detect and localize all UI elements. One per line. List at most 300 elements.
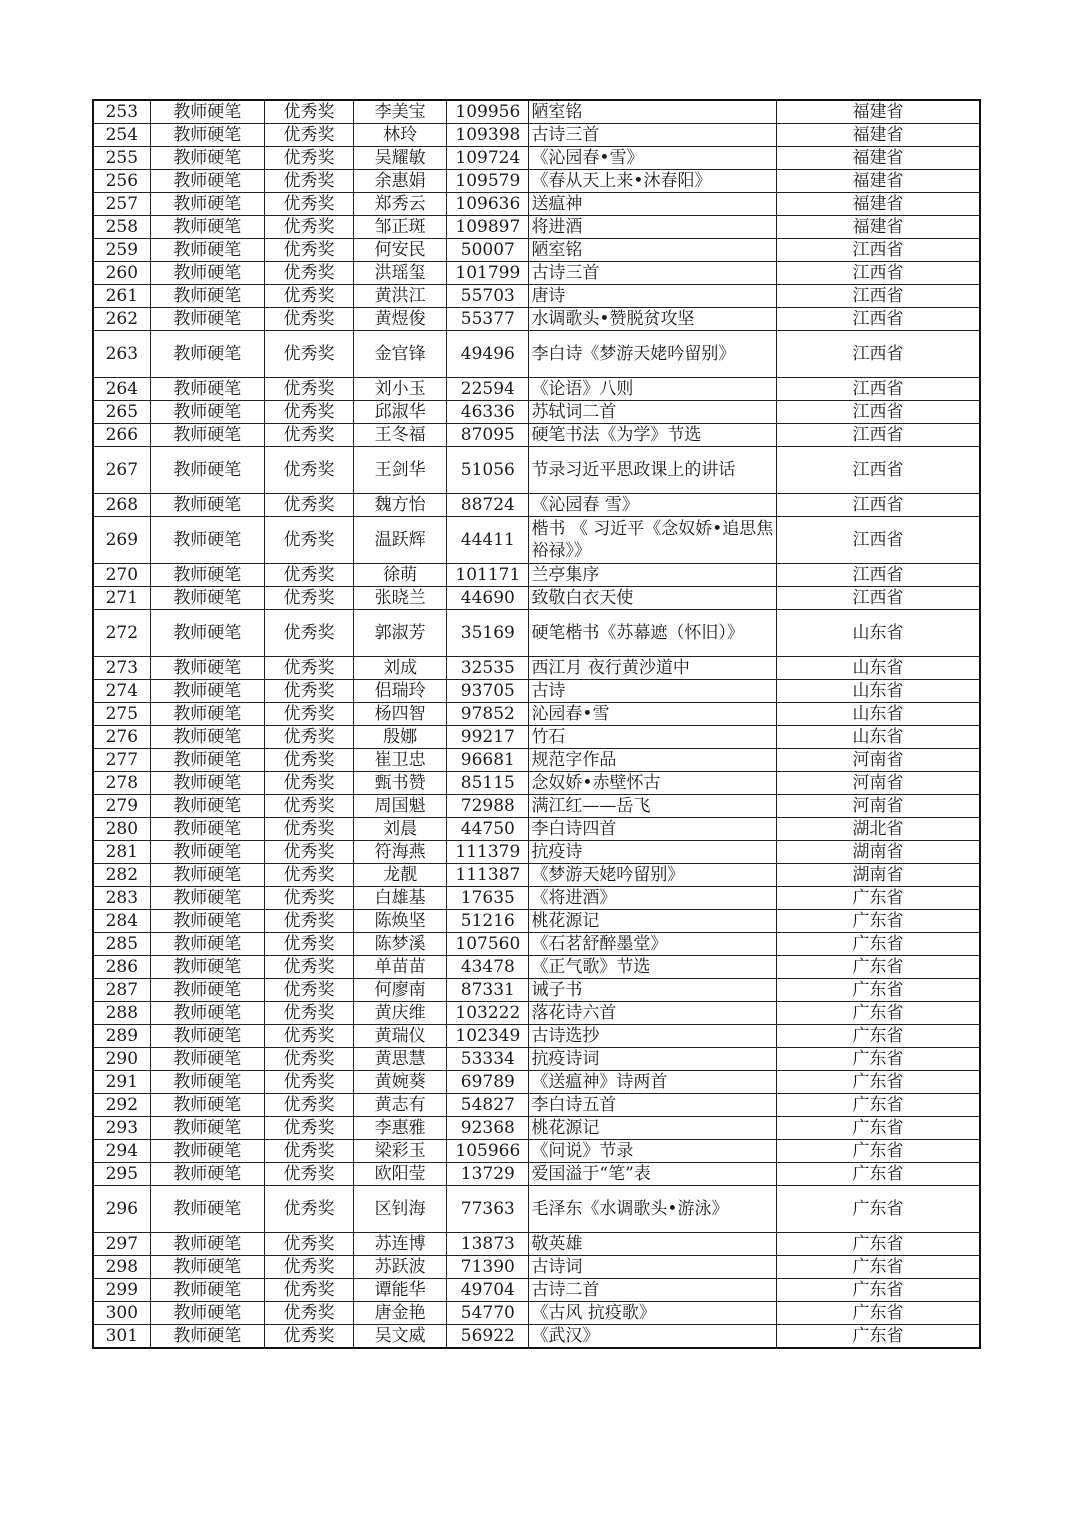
entry-id-cell: 99217 [447, 726, 529, 749]
province-cell: 福建省 [776, 147, 980, 170]
table-row [93, 124, 980, 147]
row-number: 260 [93, 262, 150, 285]
award-cell: 优秀奖 [264, 1048, 353, 1071]
category-cell: 教师硬笔 [150, 1325, 264, 1349]
category-cell: 教师硬笔 [150, 216, 264, 239]
province-cell: 福建省 [776, 124, 980, 147]
work-title-cell: 《论语》八则 [529, 378, 777, 401]
category-cell: 教师硬笔 [150, 680, 264, 703]
category-cell: 教师硬笔 [150, 308, 264, 331]
category-cell: 教师硬笔 [150, 933, 264, 956]
work-title-cell: 致敬白衣天使 [529, 587, 777, 610]
name-cell: 金官锋 [354, 331, 447, 378]
work-title-cell: 西江月 夜行黄沙道中 [529, 657, 777, 680]
entry-id-cell: 54827 [447, 1094, 529, 1117]
province-cell: 江西省 [776, 424, 980, 447]
table-row [93, 447, 980, 494]
work-title-cell: 李白诗四首 [529, 818, 777, 841]
award-list-table [92, 99, 981, 1349]
province-cell: 湖北省 [776, 818, 980, 841]
work-title-cell: 桃花源记 [529, 910, 777, 933]
entry-id-cell: 87095 [447, 424, 529, 447]
table-row [93, 1117, 980, 1140]
entry-id-cell: 44750 [447, 818, 529, 841]
province-cell: 江西省 [776, 401, 980, 424]
table-row [93, 1048, 980, 1071]
name-cell: 王剑华 [354, 447, 447, 494]
work-title-cell: 古诗二首 [529, 1279, 777, 1302]
name-cell: 黄志有 [354, 1094, 447, 1117]
province-cell: 江西省 [776, 308, 980, 331]
award-cell: 优秀奖 [264, 239, 353, 262]
row-number: 259 [93, 239, 150, 262]
work-title-cell: 陋室铭 [529, 239, 777, 262]
award-cell: 优秀奖 [264, 657, 353, 680]
award-cell: 优秀奖 [264, 1256, 353, 1279]
province-cell: 广东省 [776, 1256, 980, 1279]
province-cell: 广东省 [776, 1048, 980, 1071]
name-cell: 李美宝 [354, 100, 447, 124]
entry-id-cell: 43478 [447, 956, 529, 979]
table-row [93, 956, 980, 979]
row-number: 265 [93, 401, 150, 424]
row-number: 278 [93, 772, 150, 795]
table-row [93, 887, 980, 910]
row-number: 269 [93, 517, 150, 564]
table-row [93, 772, 980, 795]
row-number: 282 [93, 864, 150, 887]
row-number: 294 [93, 1140, 150, 1163]
table-row [93, 193, 980, 216]
award-cell: 优秀奖 [264, 1140, 353, 1163]
award-cell: 优秀奖 [264, 979, 353, 1002]
category-cell: 教师硬笔 [150, 285, 264, 308]
category-cell: 教师硬笔 [150, 1233, 264, 1256]
entry-id-cell: 53334 [447, 1048, 529, 1071]
entry-id-cell: 49496 [447, 331, 529, 378]
award-cell: 优秀奖 [264, 401, 353, 424]
entry-id-cell: 55703 [447, 285, 529, 308]
award-cell: 优秀奖 [264, 147, 353, 170]
name-cell: 郑秀云 [354, 193, 447, 216]
award-cell: 优秀奖 [264, 447, 353, 494]
entry-id-cell: 51216 [447, 910, 529, 933]
row-number: 292 [93, 1094, 150, 1117]
entry-id-cell: 49704 [447, 1279, 529, 1302]
entry-id-cell: 97852 [447, 703, 529, 726]
category-cell: 教师硬笔 [150, 657, 264, 680]
category-cell: 教师硬笔 [150, 1140, 264, 1163]
category-cell: 教师硬笔 [150, 841, 264, 864]
category-cell: 教师硬笔 [150, 1117, 264, 1140]
entry-id-cell: 101799 [447, 262, 529, 285]
row-number: 300 [93, 1302, 150, 1325]
award-cell: 优秀奖 [264, 887, 353, 910]
award-cell: 优秀奖 [264, 378, 353, 401]
table-row [93, 147, 980, 170]
award-cell: 优秀奖 [264, 170, 353, 193]
work-title-cell: 《武汉》 [529, 1325, 777, 1349]
award-cell: 优秀奖 [264, 193, 353, 216]
table-row [93, 933, 980, 956]
table-row [93, 841, 980, 864]
province-cell: 江西省 [776, 447, 980, 494]
province-cell: 广东省 [776, 1233, 980, 1256]
row-number: 268 [93, 494, 150, 517]
province-cell: 河南省 [776, 795, 980, 818]
name-cell: 符海燕 [354, 841, 447, 864]
entry-id-cell: 35169 [447, 610, 529, 657]
award-cell: 优秀奖 [264, 1002, 353, 1025]
province-cell: 广东省 [776, 1140, 980, 1163]
table-row [93, 1140, 980, 1163]
name-cell: 林玲 [354, 124, 447, 147]
entry-id-cell: 72988 [447, 795, 529, 818]
entry-id-cell: 50007 [447, 239, 529, 262]
row-number: 290 [93, 1048, 150, 1071]
entry-id-cell: 87331 [447, 979, 529, 1002]
entry-id-cell: 111387 [447, 864, 529, 887]
table-row [93, 378, 980, 401]
work-title-cell: 楷书 《 习近平《念奴娇•追思焦裕禄》》 [529, 517, 777, 564]
award-list-body [93, 100, 980, 1348]
award-cell: 优秀奖 [264, 285, 353, 308]
row-number: 289 [93, 1025, 150, 1048]
category-cell: 教师硬笔 [150, 610, 264, 657]
work-title-cell: 兰亭集序 [529, 564, 777, 587]
category-cell: 教师硬笔 [150, 100, 264, 124]
name-cell: 黄思慧 [354, 1048, 447, 1071]
province-cell: 广东省 [776, 887, 980, 910]
row-number: 288 [93, 1002, 150, 1025]
name-cell: 吴耀敏 [354, 147, 447, 170]
award-cell: 优秀奖 [264, 910, 353, 933]
row-number: 258 [93, 216, 150, 239]
province-cell: 江西省 [776, 239, 980, 262]
table-row [93, 818, 980, 841]
entry-id-cell: 109956 [447, 100, 529, 124]
name-cell: 李惠雅 [354, 1117, 447, 1140]
category-cell: 教师硬笔 [150, 887, 264, 910]
table-row [93, 864, 980, 887]
category-cell: 教师硬笔 [150, 864, 264, 887]
province-cell: 福建省 [776, 216, 980, 239]
province-cell: 广东省 [776, 1325, 980, 1349]
province-cell: 广东省 [776, 1025, 980, 1048]
award-cell: 优秀奖 [264, 795, 353, 818]
province-cell: 湖南省 [776, 864, 980, 887]
category-cell: 教师硬笔 [150, 331, 264, 378]
province-cell: 江西省 [776, 285, 980, 308]
name-cell: 谭能华 [354, 1279, 447, 1302]
province-cell: 山东省 [776, 680, 980, 703]
entry-id-cell: 111379 [447, 841, 529, 864]
row-number: 281 [93, 841, 150, 864]
province-cell: 广东省 [776, 1117, 980, 1140]
award-cell: 优秀奖 [264, 956, 353, 979]
work-title-cell: 毛泽东《水调歌头•游泳》 [529, 1186, 777, 1233]
table-row [93, 1325, 980, 1349]
entry-id-cell: 54770 [447, 1302, 529, 1325]
province-cell: 河南省 [776, 749, 980, 772]
work-title-cell: 满江红——岳飞 [529, 795, 777, 818]
name-cell: 苏跃波 [354, 1256, 447, 1279]
table-row [93, 170, 980, 193]
entry-id-cell: 44411 [447, 517, 529, 564]
category-cell: 教师硬笔 [150, 1094, 264, 1117]
province-cell: 江西省 [776, 262, 980, 285]
work-title-cell: 规范字作品 [529, 749, 777, 772]
work-title-cell: 《石茗舒醉墨堂》 [529, 933, 777, 956]
name-cell: 区钊海 [354, 1186, 447, 1233]
work-title-cell: 硬笔楷书《苏幕遮（怀旧）》 [529, 610, 777, 657]
work-title-cell: 唐诗 [529, 285, 777, 308]
name-cell: 唐金艳 [354, 1302, 447, 1325]
table-row [93, 494, 980, 517]
entry-id-cell: 77363 [447, 1186, 529, 1233]
name-cell: 张晓兰 [354, 587, 447, 610]
province-cell: 广东省 [776, 910, 980, 933]
name-cell: 刘小玉 [354, 378, 447, 401]
table-row [93, 331, 980, 378]
entry-id-cell: 107560 [447, 933, 529, 956]
award-cell: 优秀奖 [264, 726, 353, 749]
category-cell: 教师硬笔 [150, 772, 264, 795]
work-title-cell: 《沁园春 雪》 [529, 494, 777, 517]
table-row [93, 910, 980, 933]
work-title-cell: 《沁园春•雪》 [529, 147, 777, 170]
row-number: 287 [93, 979, 150, 1002]
work-title-cell: 桃花源记 [529, 1117, 777, 1140]
category-cell: 教师硬笔 [150, 818, 264, 841]
row-number: 275 [93, 703, 150, 726]
entry-id-cell: 109636 [447, 193, 529, 216]
award-cell: 优秀奖 [264, 1186, 353, 1233]
entry-id-cell: 55377 [447, 308, 529, 331]
award-cell: 优秀奖 [264, 864, 353, 887]
table-row [93, 1071, 980, 1094]
entry-id-cell: 13729 [447, 1163, 529, 1186]
table-row [93, 239, 980, 262]
entry-id-cell: 13873 [447, 1233, 529, 1256]
province-cell: 广东省 [776, 1279, 980, 1302]
award-cell: 优秀奖 [264, 424, 353, 447]
table-row [93, 401, 980, 424]
award-cell: 优秀奖 [264, 703, 353, 726]
row-number: 285 [93, 933, 150, 956]
award-cell: 优秀奖 [264, 749, 353, 772]
work-title-cell: 硬笔书法《为学》节选 [529, 424, 777, 447]
province-cell: 广东省 [776, 956, 980, 979]
name-cell: 王冬福 [354, 424, 447, 447]
table-row [93, 795, 980, 818]
entry-id-cell: 103222 [447, 1002, 529, 1025]
row-number: 263 [93, 331, 150, 378]
table-row [93, 262, 980, 285]
work-title-cell: 《问说》节录 [529, 1140, 777, 1163]
table-row [93, 749, 980, 772]
table-row [93, 657, 980, 680]
category-cell: 教师硬笔 [150, 703, 264, 726]
name-cell: 梁彩玉 [354, 1140, 447, 1163]
row-number: 254 [93, 124, 150, 147]
category-cell: 教师硬笔 [150, 239, 264, 262]
province-cell: 山东省 [776, 610, 980, 657]
name-cell: 吴文威 [354, 1325, 447, 1349]
name-cell: 邱淑华 [354, 401, 447, 424]
name-cell: 徐萌 [354, 564, 447, 587]
province-cell: 福建省 [776, 100, 980, 124]
work-title-cell: 《正气歌》节选 [529, 956, 777, 979]
award-cell: 优秀奖 [264, 308, 353, 331]
name-cell: 苏连博 [354, 1233, 447, 1256]
work-title-cell: 念奴娇•赤壁怀古 [529, 772, 777, 795]
award-cell: 优秀奖 [264, 1025, 353, 1048]
name-cell: 周国魁 [354, 795, 447, 818]
table-row [93, 680, 980, 703]
row-number: 293 [93, 1117, 150, 1140]
entry-id-cell: 69789 [447, 1071, 529, 1094]
entry-id-cell: 22594 [447, 378, 529, 401]
table-row [93, 726, 980, 749]
category-cell: 教师硬笔 [150, 1302, 264, 1325]
table-row [93, 424, 980, 447]
table-row [93, 100, 980, 124]
row-number: 264 [93, 378, 150, 401]
entry-id-cell: 44690 [447, 587, 529, 610]
work-title-cell: 抗疫诗词 [529, 1048, 777, 1071]
entry-id-cell: 46336 [447, 401, 529, 424]
table-row [93, 1002, 980, 1025]
award-cell: 优秀奖 [264, 772, 353, 795]
category-cell: 教师硬笔 [150, 979, 264, 1002]
work-title-cell: 抗疫诗 [529, 841, 777, 864]
row-number: 280 [93, 818, 150, 841]
entry-id-cell: 92368 [447, 1117, 529, 1140]
name-cell: 侣瑞玲 [354, 680, 447, 703]
province-cell: 江西省 [776, 378, 980, 401]
award-cell: 优秀奖 [264, 1094, 353, 1117]
row-number: 270 [93, 564, 150, 587]
name-cell: 邹正斑 [354, 216, 447, 239]
entry-id-cell: 88724 [447, 494, 529, 517]
row-number: 274 [93, 680, 150, 703]
row-number: 276 [93, 726, 150, 749]
province-cell: 广东省 [776, 979, 980, 1002]
award-cell: 优秀奖 [264, 216, 353, 239]
row-number: 301 [93, 1325, 150, 1349]
entry-id-cell: 109579 [447, 170, 529, 193]
category-cell: 教师硬笔 [150, 447, 264, 494]
work-title-cell: 水调歌头•赞脱贫攻坚 [529, 308, 777, 331]
table-row [93, 1279, 980, 1302]
name-cell: 余惠娟 [354, 170, 447, 193]
entry-id-cell: 32535 [447, 657, 529, 680]
work-title-cell: 苏轼词二首 [529, 401, 777, 424]
entry-id-cell: 71390 [447, 1256, 529, 1279]
province-cell: 福建省 [776, 170, 980, 193]
province-cell: 福建省 [776, 193, 980, 216]
province-cell: 广东省 [776, 1094, 980, 1117]
award-cell: 优秀奖 [264, 587, 353, 610]
entry-id-cell: 96681 [447, 749, 529, 772]
work-title-cell: 古诗三首 [529, 262, 777, 285]
table-row [93, 587, 980, 610]
category-cell: 教师硬笔 [150, 170, 264, 193]
category-cell: 教师硬笔 [150, 193, 264, 216]
entry-id-cell: 85115 [447, 772, 529, 795]
award-cell: 优秀奖 [264, 610, 353, 657]
category-cell: 教师硬笔 [150, 378, 264, 401]
work-title-cell: 古诗词 [529, 1256, 777, 1279]
category-cell: 教师硬笔 [150, 587, 264, 610]
table-row [93, 1302, 980, 1325]
category-cell: 教师硬笔 [150, 956, 264, 979]
table-row [93, 285, 980, 308]
entry-id-cell: 101171 [447, 564, 529, 587]
row-number: 299 [93, 1279, 150, 1302]
category-cell: 教师硬笔 [150, 424, 264, 447]
row-number: 255 [93, 147, 150, 170]
entry-id-cell: 51056 [447, 447, 529, 494]
name-cell: 黄婉葵 [354, 1071, 447, 1094]
table-row [93, 308, 980, 331]
name-cell: 洪瑶玺 [354, 262, 447, 285]
row-number: 257 [93, 193, 150, 216]
award-cell: 优秀奖 [264, 818, 353, 841]
award-cell: 优秀奖 [264, 933, 353, 956]
table-row [93, 517, 980, 564]
award-cell: 优秀奖 [264, 1071, 353, 1094]
name-cell: 郭淑芳 [354, 610, 447, 657]
entry-id-cell: 109398 [447, 124, 529, 147]
row-number: 298 [93, 1256, 150, 1279]
award-cell: 优秀奖 [264, 841, 353, 864]
category-cell: 教师硬笔 [150, 517, 264, 564]
award-cell: 优秀奖 [264, 262, 353, 285]
category-cell: 教师硬笔 [150, 1256, 264, 1279]
category-cell: 教师硬笔 [150, 795, 264, 818]
work-title-cell: 节录习近平思政课上的讲话 [529, 447, 777, 494]
work-title-cell: 《梦游天姥吟留别》 [529, 864, 777, 887]
province-cell: 河南省 [776, 772, 980, 795]
work-title-cell: 爱国溢于“笔”表 [529, 1163, 777, 1186]
work-title-cell: 将进酒 [529, 216, 777, 239]
entry-id-cell: 93705 [447, 680, 529, 703]
table-row [93, 1163, 980, 1186]
category-cell: 教师硬笔 [150, 749, 264, 772]
province-cell: 广东省 [776, 1002, 980, 1025]
work-title-cell: 敬英雄 [529, 1233, 777, 1256]
award-cell: 优秀奖 [264, 1117, 353, 1140]
category-cell: 教师硬笔 [150, 1048, 264, 1071]
category-cell: 教师硬笔 [150, 1025, 264, 1048]
province-cell: 山东省 [776, 703, 980, 726]
row-number: 273 [93, 657, 150, 680]
name-cell: 温跃辉 [354, 517, 447, 564]
province-cell: 广东省 [776, 933, 980, 956]
work-title-cell: 《将进酒》 [529, 887, 777, 910]
category-cell: 教师硬笔 [150, 147, 264, 170]
table-row [93, 1256, 980, 1279]
name-cell: 陈焕坚 [354, 910, 447, 933]
row-number: 296 [93, 1186, 150, 1233]
name-cell: 刘晨 [354, 818, 447, 841]
category-cell: 教师硬笔 [150, 401, 264, 424]
award-cell: 优秀奖 [264, 124, 353, 147]
award-cell: 优秀奖 [264, 100, 353, 124]
work-title-cell: 送瘟神 [529, 193, 777, 216]
